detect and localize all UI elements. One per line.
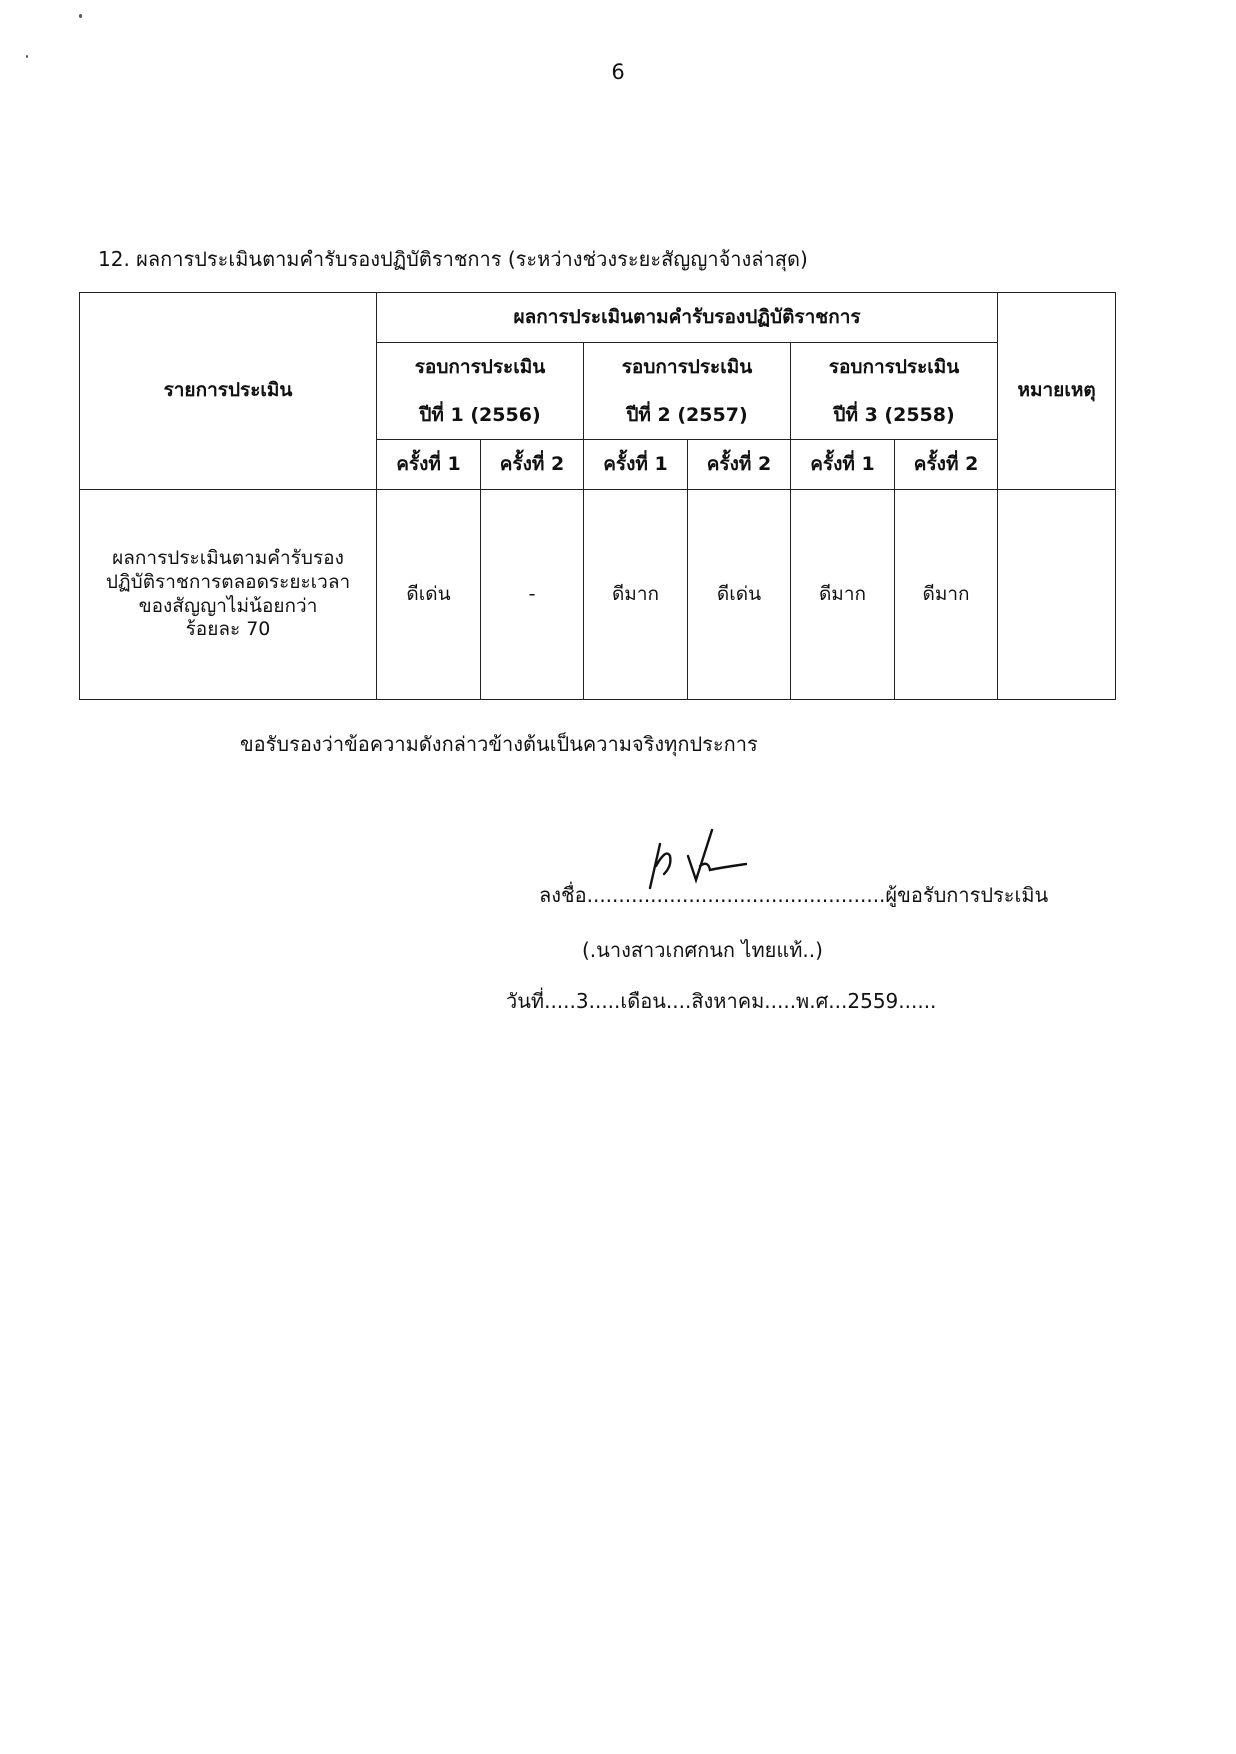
round-label: รอบการประเมิน [828, 356, 960, 378]
table-row [80, 490, 1116, 700]
remark-cell [998, 490, 1116, 700]
times-header: ครั้งที่ 1 [584, 440, 688, 490]
signature-label: ลงชื่อ [539, 883, 587, 907]
item-line: ของสัญญาไม่น้อยกว่า [138, 594, 318, 617]
round-label: รอบการประเมิน [621, 356, 753, 378]
round-header-2 [584, 343, 791, 440]
item-cell [80, 490, 377, 700]
scan-speck [79, 14, 82, 18]
times-header: ครั้งที่ 2 [481, 440, 584, 490]
item-line: ปฏิบัติราชการตลอดระยะเวลา [105, 570, 351, 593]
round-header-3 [791, 343, 998, 440]
times-header: ครั้งที่ 2 [688, 440, 791, 490]
signature-date: วันที่.....3.....เดือน....สิงหาคม.....พ.ศ...2559...... [506, 989, 937, 1013]
page-number: 6 [611, 60, 625, 84]
result-cell: ดีมาก [584, 490, 688, 700]
remark-header: หมายเหตุ [998, 293, 1116, 490]
result-cell: - [481, 490, 584, 700]
signature-dots: ............................................... [586, 883, 886, 907]
certification-statement: ขอรับรองว่าข้อความดังกล่าวข้างต้นเป็นความจริงทุกประการ [240, 732, 758, 756]
times-header: ครั้งที่ 1 [791, 440, 895, 490]
group-header: ผลการประเมินตามคำรับรองปฏิบัติราชการ [377, 293, 998, 343]
scan-speck [26, 55, 28, 58]
signer-name: (.นางสาวเกศกนก ไทยแท้..) [582, 938, 823, 962]
item-line: ผลการประเมินตามคำรับรอง [112, 547, 344, 569]
times-header: ครั้งที่ 1 [377, 440, 481, 490]
result-cell: ดีเด่น [377, 490, 481, 700]
round-header-1 [377, 343, 584, 440]
round-year: ปีที่ 3 (2558) [833, 404, 955, 426]
signature-role: ผู้ขอรับการประเมิน [885, 883, 1049, 907]
result-cell: ดีมาก [791, 490, 895, 700]
section-heading: 12. ผลการประเมินตามคำรับรองปฏิบัติราชการ (ระหว่างช่วงระยะสัญญาจ้างล่าสุด) [98, 247, 808, 271]
result-cell: ดีเด่น [688, 490, 791, 700]
evaluation-table [79, 292, 1116, 700]
round-year: ปีที่ 1 (2556) [419, 404, 541, 426]
round-label: รอบการประเมิน [414, 356, 546, 378]
item-line: ร้อยละ 70 [185, 618, 271, 641]
times-header: ครั้งที่ 2 [895, 440, 998, 490]
round-year: ปีที่ 2 (2557) [626, 404, 748, 426]
item-header: รายการประเมิน [80, 293, 377, 490]
result-cell: ดีมาก [895, 490, 998, 700]
signature-line [539, 879, 1048, 911]
